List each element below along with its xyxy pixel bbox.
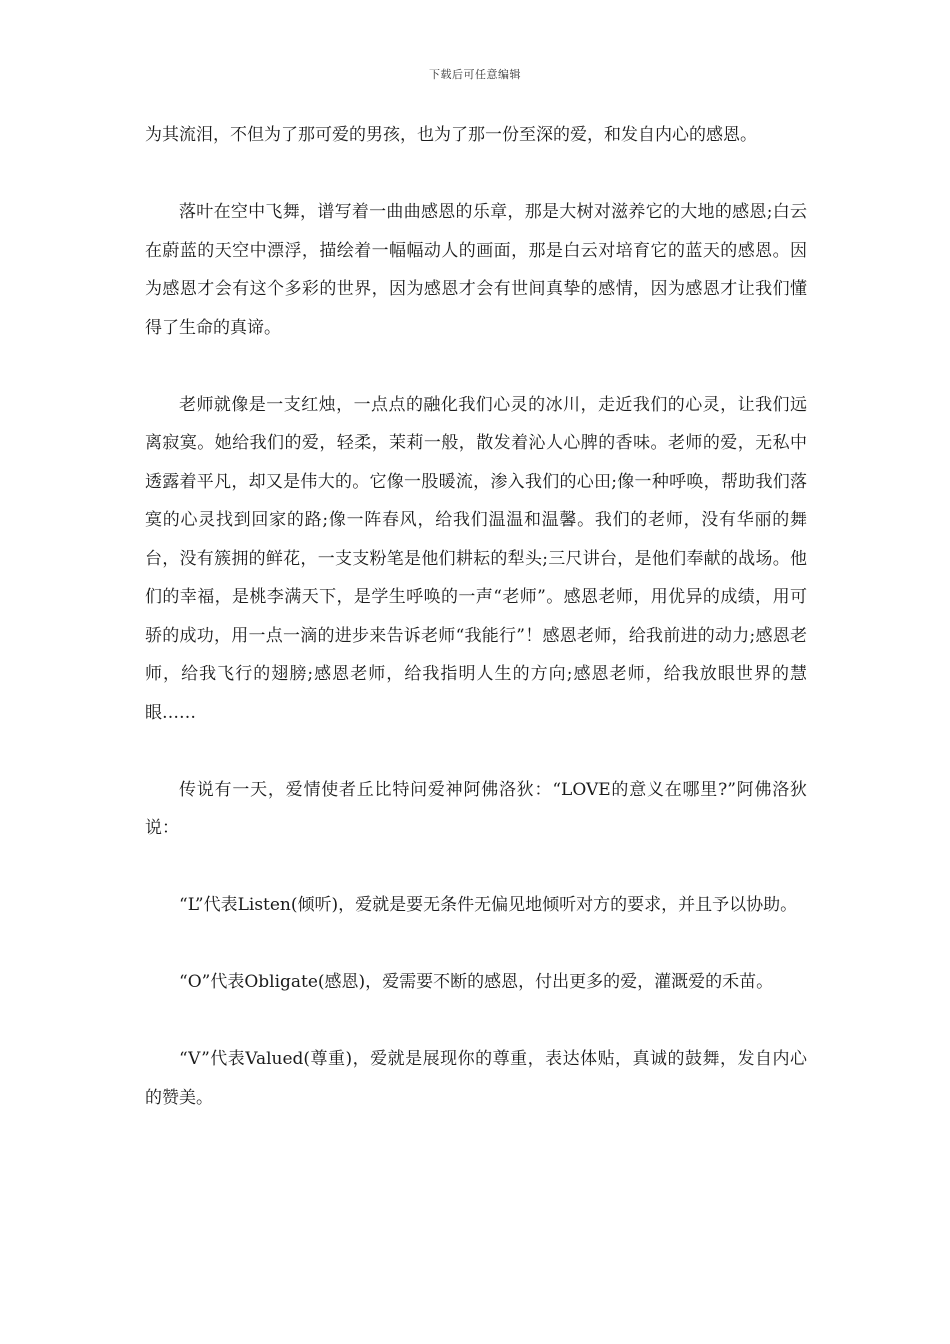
paragraph-love-l: “L”代表Listen(倾听)，爱就是要无条件无偏见地倾听对方的要求，并且予以协助。 bbox=[179, 895, 798, 915]
document-body bbox=[145, 116, 807, 1117]
paragraph-cupid-legend: 传说有一天，爱情使者丘比特问爱神阿佛洛狄：“LOVE的意义在哪里?”阿佛洛狄说： bbox=[145, 779, 807, 838]
page-header-note: 下载后可任意编辑 bbox=[429, 68, 521, 81]
paragraph-love-o: “O”代表Obligate(感恩)，爱需要不断的感恩，付出更多的爱，灌溉爱的禾苗。 bbox=[179, 972, 774, 992]
paragraph-continuation: 为其流泪，不但为了那可爱的男孩，也为了那一份至深的爱，和发自内心的感恩。 bbox=[145, 125, 757, 145]
paragraph-love-v: “V”代表Valued(尊重)，爱就是展现你的尊重，表达体贴，真诚的鼓舞，发自内心的赞美。 bbox=[145, 1049, 807, 1108]
paragraph-teacher: 老师就像是一支红烛，一点点的融化我们心灵的冰川，走近我们的心灵，让我们远离寂寞。她给我们的爱，轻柔，茉莉一般，散发着沁人心脾的香味。老师的爱，无私中透露着平凡，却又是伟大的。它像一股暖流，渗入我们的心田;像一种呼唤，帮助我们落寞的心灵找到回家的路;像一阵春风，给我们温温和温馨。我们的老师，没有华丽的舞台，没有簇拥的鲜花，一支支粉笔是他们耕耘的犁头;三尺讲台，是他们奉献的战场。他们的幸福，是桃李满天下，是学生呼唤的一声“老师”。感恩老师，用优异的成绩，用可骄的成功，用一点一滴的进步来告诉老师“我能行”！感恩老师，给我前进的动力;感恩老师，给我飞行的翅膀;感恩老师，给我指明人生的方向;感恩老师，给我放眼世界的慧眼…… bbox=[145, 394, 807, 723]
paragraph-falling-leaves: 落叶在空中飞舞，谱写着一曲曲感恩的乐章，那是大树对滋养它的大地的感恩;白云在蔚蓝的天空中漂浮，描绘着一幅幅动人的画面，那是白云对培育它的蓝天的感恩。因为感恩才会有这个多彩的世界，因为感恩才会有世间真挚的感情，因为感恩才让我们懂得了生命的真谛。 bbox=[145, 202, 807, 338]
